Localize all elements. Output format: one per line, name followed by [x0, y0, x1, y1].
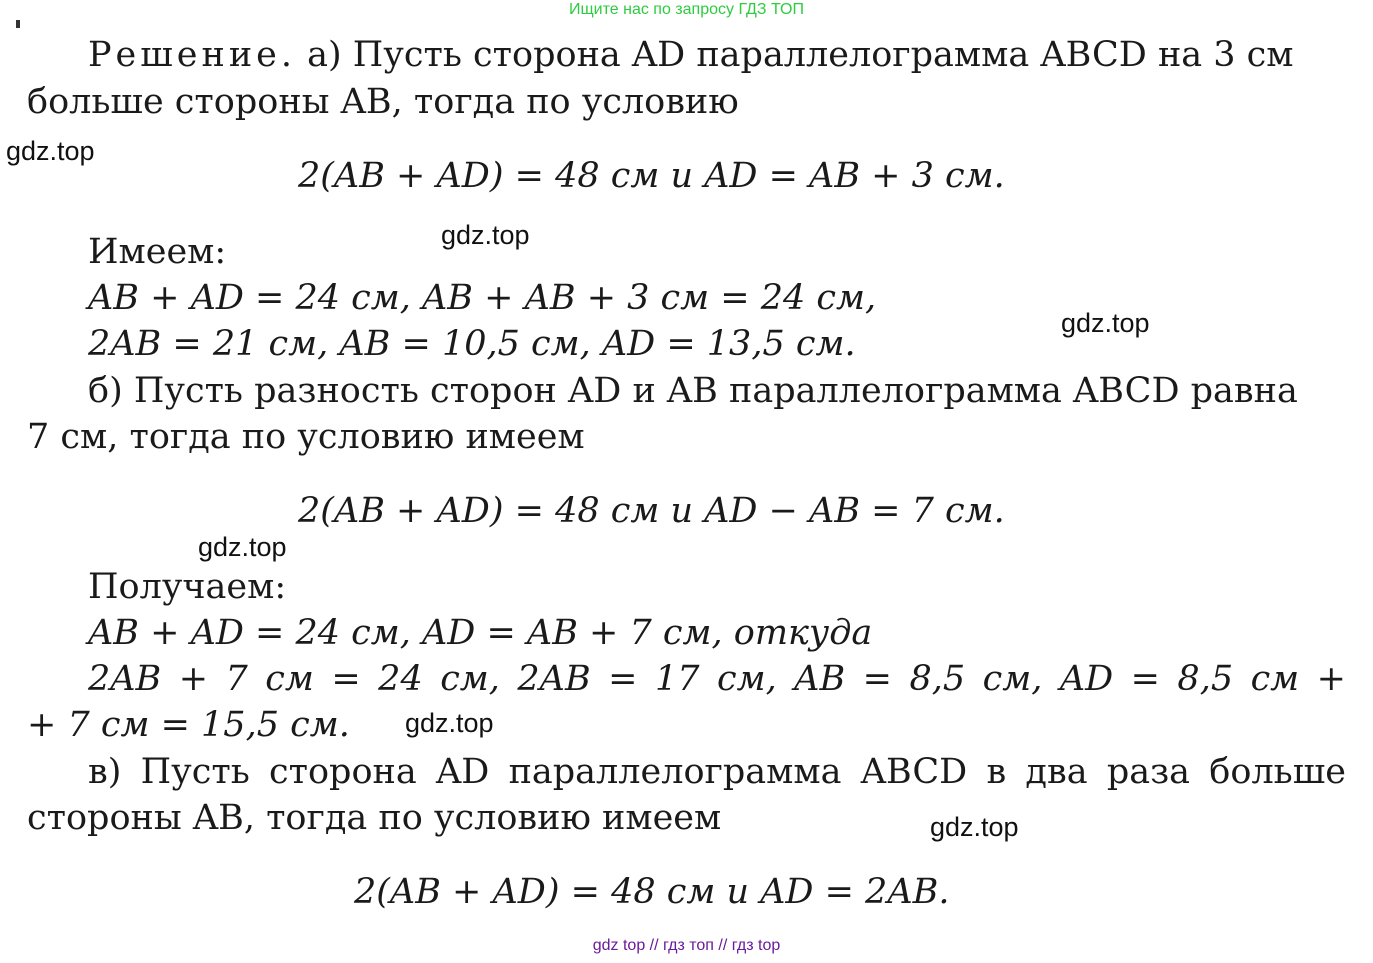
- solution-label: Решение.: [88, 35, 297, 75]
- watermark: gdz.top: [405, 708, 494, 738]
- watermark: gdz.top: [6, 136, 95, 166]
- footer-link-gdz-top-mixed[interactable]: гдз top: [731, 937, 781, 954]
- solution-heading: [88, 35, 1294, 75]
- solution-line-12: в) Пусть сторона AD параллелограмма ABCD в два раза больше: [88, 752, 1346, 792]
- footer-separator: //: [718, 937, 728, 954]
- solution-line-10: 2AB + 7 см = 24 см, 2AB = 17 см, AB = 8,5 см, AD = 8,5 см +: [88, 659, 1346, 699]
- solution-line-7: 7 см, тогда по условию имеем: [27, 417, 585, 457]
- watermark: gdz.top: [198, 532, 287, 562]
- equation-2: 2(AB + AD) = 48 см и AD − AB = 7 см.: [298, 491, 1005, 531]
- footer-link-gdz-top[interactable]: gdz top: [592, 937, 646, 954]
- watermark: gdz.top: [441, 220, 530, 250]
- footer-links: [0, 937, 1373, 955]
- solution-line-5: 2AB = 21 см, AB = 10,5 см, AD = 13,5 см.: [88, 324, 856, 364]
- solution-line-9: AB + AD = 24 см, AD = AB + 7 см, откуда: [88, 613, 873, 653]
- watermark: gdz.top: [930, 812, 1019, 842]
- solution-line-6: б) Пусть разность сторон AD и AB параллелограмма ABCD равна: [88, 371, 1298, 411]
- solution-line-1: а) Пусть сторона AD параллелограмма ABCD на 3 см: [296, 35, 1294, 75]
- solution-line-8: Получаем:: [88, 567, 287, 607]
- footer-separator: //: [649, 937, 659, 954]
- solution-line-4: AB + AD = 24 см, AB + AB + 3 см = 24 см,: [88, 278, 877, 318]
- watermark: gdz.top: [1061, 308, 1150, 338]
- solution-line-3: Имеем:: [88, 232, 227, 272]
- equation-3: 2(AB + AD) = 48 см и AD = 2AB.: [354, 872, 950, 912]
- solution-line-2: больше стороны AB, тогда по условию: [27, 82, 739, 122]
- top-banner: Ищите нас по запросу ГДЗ ТОП: [569, 1, 804, 18]
- solution-line-11: + 7 см = 15,5 см.: [27, 705, 350, 745]
- solution-line-13: стороны AB, тогда по условию имеем: [27, 798, 722, 838]
- equation-1: 2(AB + AD) = 48 см и AD = AB + 3 см.: [298, 156, 1005, 196]
- footer-link-gdz-top-ru[interactable]: гдз топ: [663, 937, 714, 954]
